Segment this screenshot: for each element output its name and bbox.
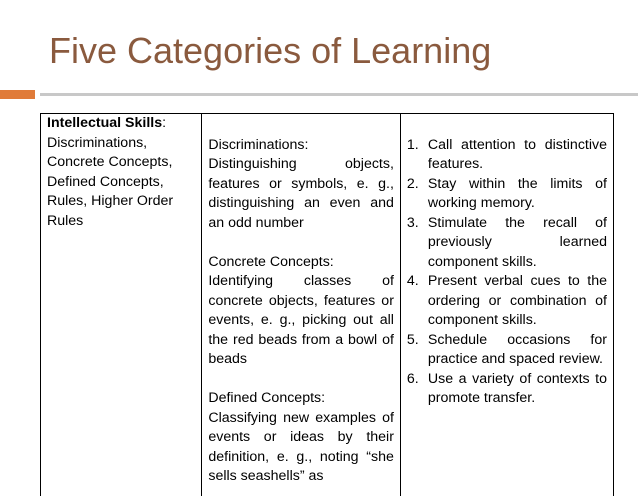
table-row — [41, 114, 614, 496]
block-spacer — [208, 233, 394, 253]
list-item: 4. Present verbal cues to the ordering or combination of component skills. — [406, 273, 607, 328]
example-heading: Discriminations: — [208, 136, 309, 153]
list-item: 1. Call attention to distinctive features. — [406, 136, 607, 172]
examples-cell — [202, 114, 401, 496]
category-line: Concrete Concepts, — [47, 154, 173, 170]
title-divider-line — [40, 93, 638, 96]
block-spacer — [208, 370, 394, 390]
category-line: Discriminations, — [47, 134, 148, 151]
list-item: 2. Stay within the limits of working memory. — [406, 175, 607, 211]
category-cell — [41, 114, 202, 496]
category-line: Defined Concepts, — [47, 173, 164, 190]
title-accent-block — [0, 90, 35, 99]
example-text: Classifying new examples of events or ideas by their definition, e. g., noting “she sells seashells” as — [208, 409, 394, 484]
category-line: Rules, Higher Order — [47, 193, 174, 209]
example-text: Distinguishing objects, features or symbols, e. g., distinguishing an even and an odd number — [208, 156, 394, 231]
example-text: Identifying classes of concrete objects, features or events, e. g., picking out all the red beads from a bowl of beads — [208, 273, 394, 367]
slide-title: Five Categories of Learning — [49, 30, 492, 71]
list-item: 3. Stimulate the recall of previously learned component skills. — [406, 214, 607, 270]
instruction-list — [407, 136, 607, 409]
category-heading: Intellectual Skills: — [47, 115, 167, 131]
category-line: Rules — [47, 212, 84, 229]
instruction-cell — [400, 114, 613, 496]
list-item: 5. Schedule occasions for practice and spaced review. — [406, 331, 607, 367]
list-item: 6. Use a variety of contexts to promote transfer. — [406, 370, 607, 406]
learning-table — [40, 113, 614, 496]
example-heading: Concrete Concepts: — [208, 253, 334, 270]
example-heading: Defined Concepts: — [208, 390, 326, 406]
